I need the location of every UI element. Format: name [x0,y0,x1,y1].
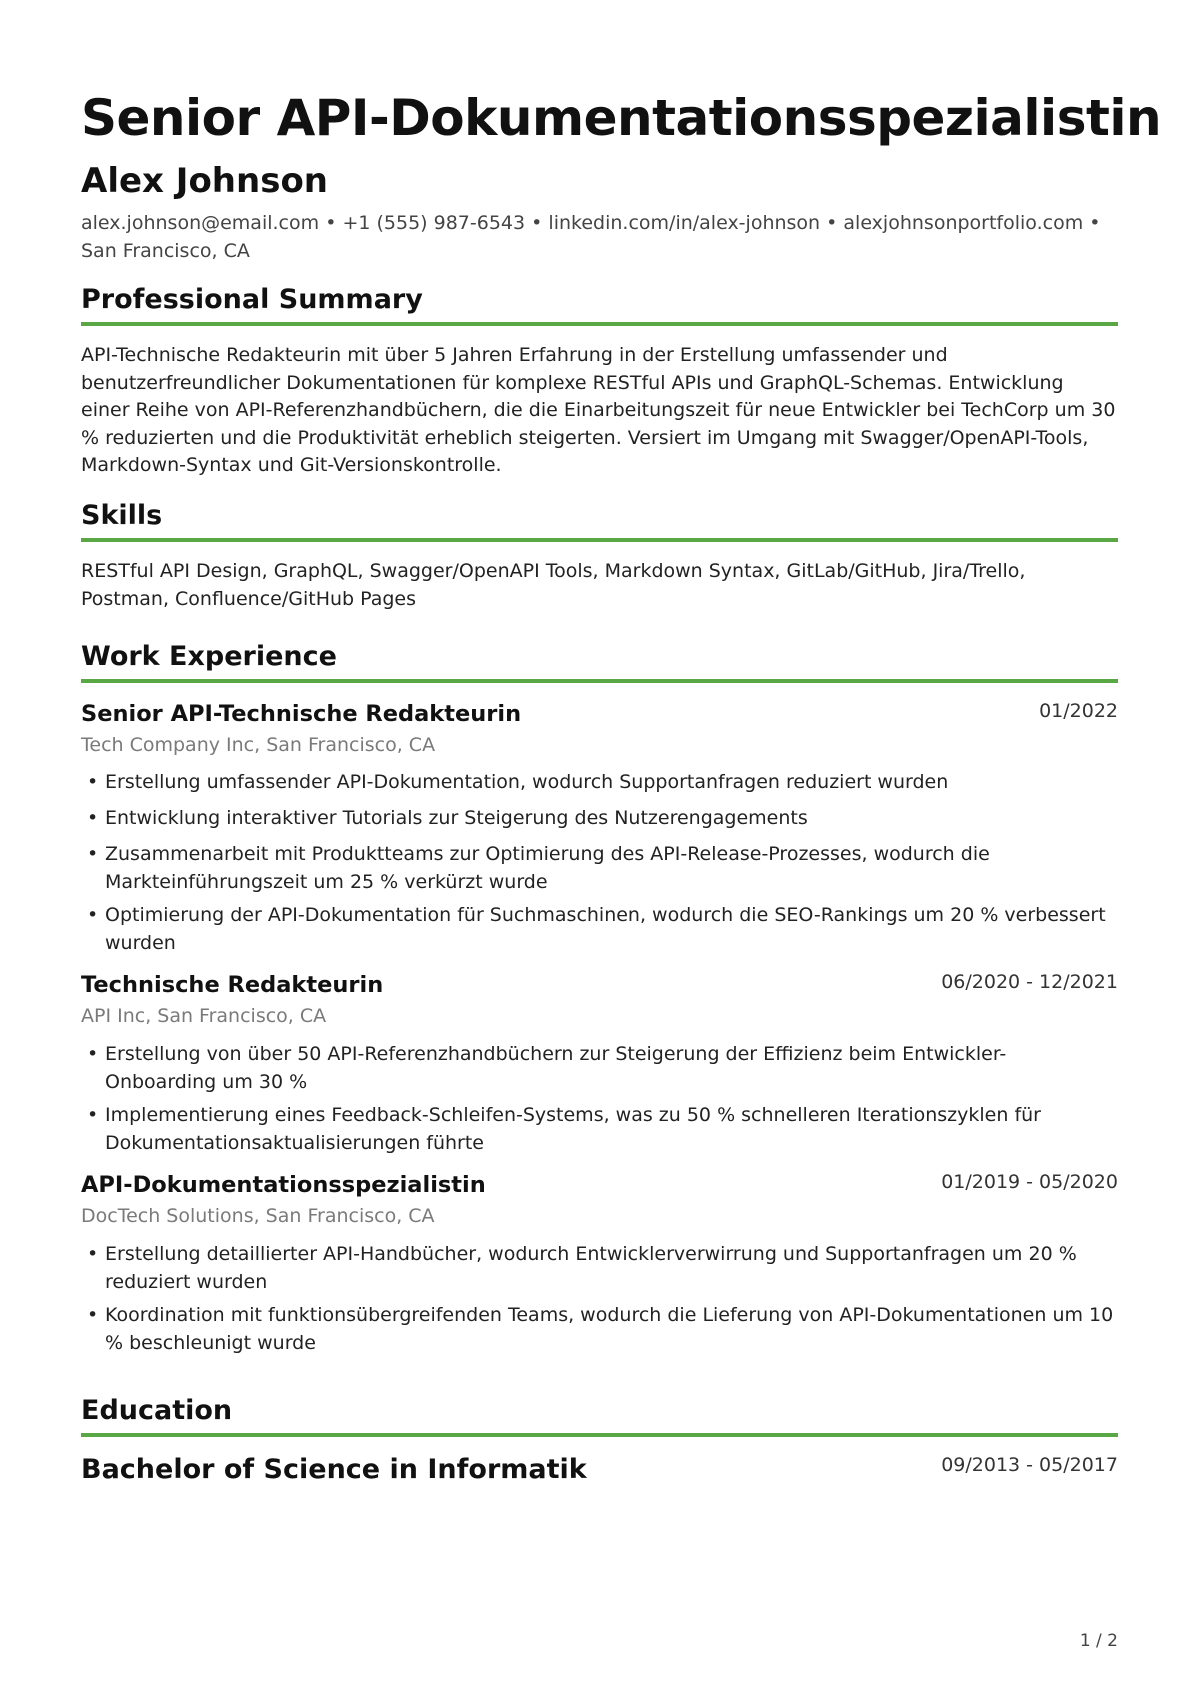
contact-separator: • [826,212,838,234]
bullet-text: Erstellung detaillierter API-Handbücher, wodurch Entwicklerverwirrung und Supportanfragen um 20 % reduziert wurden [105,1243,1077,1293]
bullet-text: Erstellung von über 50 API-Referenzhandbüchern zur Steigerung der Effizienz beim Entwickler-Onboarding um 30 % [105,1043,1007,1093]
bullet-dot-icon: • [87,1304,99,1326]
skills-text: RESTful API Design, GraphQL, Swagger/OpenAPI Tools, Markdown Syntax, GitLab/GitHub, Jira/Trello, Postman, Confluence/GitHub Pages [81,560,1026,610]
contact-line [81,209,1118,265]
bullet-dot-icon: • [87,1243,99,1265]
job-title: API-Dokumentationsspezialistin [81,1172,486,1198]
job-company: DocTech Solutions, San Francisco, CA [81,1205,435,1227]
bullet-dot-icon: • [87,1043,99,1065]
section-divider [81,1433,1118,1437]
bullet-dot-icon: • [87,904,99,926]
summary-text: API-Technische Redakteurin mit über 5 Jahren Erfahrung in der Erstellung umfassender und benutzerfreundlicher Dokumentationen für komplexe RESTful APIs und GraphQL-Schemas. Entwicklung einer Reihe von API-Referenzhandbüchern, die die Einarbeitungszeit für neue Entwickler bei TechCorp um 30 % reduzierten und die Produktivität erheblich steigerten. Versiert im Umgang mit Swagger/OpenAPI-Tools, Markdown-Syntax und Git-Versionskontrolle. [81,344,1116,476]
education-degree: Bachelor of Science in Informatik [81,1454,587,1485]
section-divider [81,538,1118,542]
contact-location: San Francisco, CA [81,240,250,262]
bullet-dot-icon: • [87,807,99,829]
page-number: 1 / 2 [1079,1631,1118,1651]
bullet-text: Zusammenarbeit mit Produktteams zur Optimierung des API-Release-Prozesses, wodurch die Markteinführungszeit um 25 % verkürzt wurde [105,843,990,893]
bullet-text: Implementierung eines Feedback-Schleifen-Systems, was zu 50 % schnelleren Iterationszyklen für Dokumentationsaktualisierungen führte [105,1104,1041,1154]
person-name: Alex Johnson [81,161,329,201]
contact-portfolio[interactable]: alexjohnsonportfolio.com [843,212,1084,234]
job-company: API Inc, San Francisco, CA [81,1005,327,1027]
contact-separator: • [1089,212,1101,234]
job-bullet [81,1041,1118,1096]
job-bullet [81,1102,1118,1157]
section-divider [81,679,1118,683]
job-date: 06/2020 - 12/2021 [941,971,1118,993]
contact-linkedin[interactable]: linkedin.com/in/alex-johnson [548,212,821,234]
section-divider [81,322,1118,326]
bullet-dot-icon: • [87,1104,99,1126]
document-title: Senior API-Dokumentationsspezialistin [81,89,1162,147]
contact-phone[interactable]: +1 (555) 987-6543 [342,212,526,234]
bullet-text: Erstellung umfassender API-Dokumentation, wodurch Supportanfragen reduziert wurden [105,771,949,793]
bullet-text: Optimierung der API-Dokumentation für Suchmaschinen, wodurch die SEO-Rankings um 20 % verbessert wurden [105,904,1106,954]
bullet-dot-icon: • [87,771,99,793]
job-company: Tech Company Inc, San Francisco, CA [81,734,436,756]
job-bullet [81,805,1118,833]
job-bullet [81,902,1118,957]
skills-heading: Skills [81,500,163,531]
contact-separator: • [531,212,543,234]
bullet-text: Entwicklung interaktiver Tutorials zur Steigerung des Nutzerengagements [105,807,808,829]
job-bullet [81,841,1118,896]
education-heading: Education [81,1395,233,1426]
job-title: Technische Redakteurin [81,972,384,998]
contact-separator: • [325,212,337,234]
bullet-dot-icon: • [87,843,99,865]
education-date: 09/2013 - 05/2017 [941,1454,1118,1476]
job-bullet [81,1241,1118,1296]
job-bullet [81,1302,1118,1357]
experience-heading: Work Experience [81,641,337,672]
job-bullet [81,769,1118,797]
bullet-text: Koordination mit funktionsübergreifenden Teams, wodurch die Lieferung von API-Dokumentationen um 10 % beschleunigt wurde [105,1304,1114,1354]
job-date: 01/2019 - 05/2020 [941,1171,1118,1193]
job-date: 01/2022 [1039,700,1118,722]
summary-heading: Professional Summary [81,284,423,315]
job-title: Senior API-Technische Redakteurin [81,701,522,727]
contact-email[interactable]: alex.johnson@email.com [81,212,320,234]
